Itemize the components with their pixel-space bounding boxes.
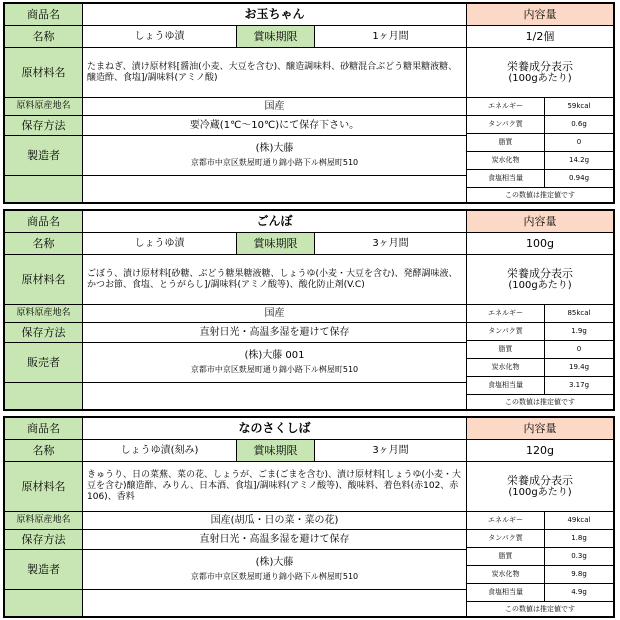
header-ingredients: 原材料名 (5, 255, 83, 305)
blank-row (83, 383, 467, 409)
maker-block (83, 343, 467, 383)
nutrition-note: この数値は推定値です (505, 604, 575, 613)
ingredients-value: ごぼう、漬け原材料[砂糖、ぶどう糖果糖液糖、しょうゆ(小麦・大豆を含む)、発酵調味液、かつお節、食塩、とうがらし]/調味料(アミノ酸等)、酸化防止剤(V.C) (83, 255, 467, 305)
nutrition-per: (100gあたり) (508, 487, 572, 499)
product-name: ごんぼ (83, 211, 467, 233)
nutrition-name: 炭水化物 (467, 566, 545, 584)
nutrition-name: 脂質 (467, 341, 545, 359)
nutrition-header (467, 48, 613, 98)
storage-value: 要冷蔵(1℃〜10℃)にて保存下さい。 (83, 116, 467, 136)
nutrition-value: 1.8g (545, 530, 613, 548)
nutrition-header (467, 255, 613, 305)
nutrition-name: エネルギー (467, 305, 545, 323)
maker-block (83, 550, 467, 590)
nutrition-value: 0.6g (545, 116, 613, 134)
maker-address: 京都市中京区麩屋町通り錦小路下ル桝屋町510 (190, 365, 359, 375)
nutrition-value: 0 (545, 134, 613, 152)
maker-name: (株)大藤 (255, 557, 294, 569)
content-value: 100g (467, 233, 613, 255)
header-storage: 保存方法 (5, 116, 83, 136)
maker-address: 京都市中京区麩屋町通り錦小路下ル桝屋町510 (190, 572, 359, 582)
nutrition-note: この数値は推定値です (505, 397, 575, 406)
best-before-value: 1ヶ月間 (315, 26, 467, 48)
nutrition-value: 3.17g (545, 377, 613, 395)
nutrition-title: 栄養成分表示 (507, 266, 573, 280)
nutrition-name: タンパク質 (467, 530, 545, 548)
header-content: 内容量 (467, 4, 613, 26)
header-origin: 原料原産地名 (5, 305, 83, 323)
header-blank (5, 590, 83, 616)
name-value: しょうゆ漬 (83, 26, 237, 48)
ingredients-value: たまねぎ、漬け原材料[醤油(小麦、大豆を含む)、醸造調味料、砂糖混合ぶどう糖果糖液糖、醸造酢、食塩]/調味料(アミノ酸) (83, 48, 467, 98)
header-product-name: 商品名 (5, 418, 83, 440)
nutrition-value: 85kcal (545, 305, 613, 323)
name-value: しょうゆ漬 (83, 233, 237, 255)
nutrition-name: 食塩相当量 (467, 584, 545, 602)
best-before-value: 3ヶ月間 (315, 233, 467, 255)
nutrition-name: エネルギー (467, 98, 545, 116)
storage-value: 直射日光・高温多湿を避けて保存 (83, 530, 467, 550)
nutrition-value: 9.8g (545, 566, 613, 584)
header-product-name: 商品名 (5, 211, 83, 233)
nutrition-title: 栄養成分表示 (507, 59, 573, 73)
nutrition-name: 炭水化物 (467, 152, 545, 170)
nutrition-value: 0.94g (545, 170, 613, 188)
nutrition-title: 栄養成分表示 (507, 473, 573, 487)
header-name: 名称 (5, 233, 83, 255)
origin-value: 国産(胡瓜・日の菜・菜の花) (83, 512, 467, 530)
nutrition-value: 4.9g (545, 584, 613, 602)
content-value: 120g (467, 440, 613, 462)
blank-row (83, 176, 467, 202)
product-label-3 (3, 416, 615, 618)
maker-name: (株)大藤 (255, 143, 294, 155)
nutrition-per: (100gあたり) (508, 73, 572, 85)
header-maker: 製造者 (5, 550, 83, 590)
nutrition-name: 脂質 (467, 548, 545, 566)
product-name: お玉ちゃん (83, 4, 467, 26)
maker-address: 京都市中京区麩屋町通り錦小路下ル桝屋町510 (190, 158, 359, 168)
nutrition-per: (100gあたり) (508, 280, 572, 292)
nutrition-value: 0.3g (545, 548, 613, 566)
nutrition-value: 14.2g (545, 152, 613, 170)
blank-row (83, 590, 467, 616)
nutrition-note: この数値は推定値です (505, 190, 575, 199)
header-product-name: 商品名 (5, 4, 83, 26)
header-best-before: 賞味期限 (237, 440, 315, 462)
header-content: 内容量 (467, 418, 613, 440)
header-ingredients: 原材料名 (5, 462, 83, 512)
header-ingredients: 原材料名 (5, 48, 83, 98)
header-storage: 保存方法 (5, 323, 83, 343)
name-value: しょうゆ漬(刻み) (83, 440, 237, 462)
storage-value: 直射日光・高温多湿を避けて保存 (83, 323, 467, 343)
nutrition-name: 炭水化物 (467, 359, 545, 377)
nutrition-name: 食塩相当量 (467, 377, 545, 395)
nutrition-value: 0 (545, 341, 613, 359)
nutrition-name: タンパク質 (467, 323, 545, 341)
nutrition-name: 食塩相当量 (467, 170, 545, 188)
nutrition-value: 59kcal (545, 98, 613, 116)
header-blank (5, 176, 83, 202)
nutrition-header (467, 462, 613, 512)
header-best-before: 賞味期限 (237, 26, 315, 48)
header-maker: 製造者 (5, 136, 83, 176)
nutrition-name: タンパク質 (467, 116, 545, 134)
header-maker: 販売者 (5, 343, 83, 383)
header-content: 内容量 (467, 211, 613, 233)
header-blank (5, 383, 83, 409)
nutrition-value: 49kcal (545, 512, 613, 530)
nutrition-value: 1.9g (545, 323, 613, 341)
content-value: 1/2個 (467, 26, 613, 48)
product-name: なのさくしば (83, 418, 467, 440)
ingredients-value: きゅうり、日の菜蕪、菜の花、しょうが、ごま(ごまを含む)、漬け原材料[しょうゆ(小麦・大豆を含む)醸造酢、みりん、日本酒、食塩]/調味料(アミノ酸等)、酸味料、着色料(赤102、赤106)、香料 (83, 462, 467, 512)
nutrition-name: 脂質 (467, 134, 545, 152)
product-label-1 (3, 2, 615, 204)
origin-value: 国産 (83, 98, 467, 116)
best-before-value: 3ヶ月間 (315, 440, 467, 462)
header-name: 名称 (5, 26, 83, 48)
nutrition-value: 19.4g (545, 359, 613, 377)
header-origin: 原料原産地名 (5, 512, 83, 530)
maker-block (83, 136, 467, 176)
maker-name: (株)大藤 001 (244, 350, 305, 362)
header-name: 名称 (5, 440, 83, 462)
header-origin: 原料原産地名 (5, 98, 83, 116)
nutrition-name: エネルギー (467, 512, 545, 530)
origin-value: 国産 (83, 305, 467, 323)
header-storage: 保存方法 (5, 530, 83, 550)
header-best-before: 賞味期限 (237, 233, 315, 255)
product-label-2 (3, 209, 615, 411)
